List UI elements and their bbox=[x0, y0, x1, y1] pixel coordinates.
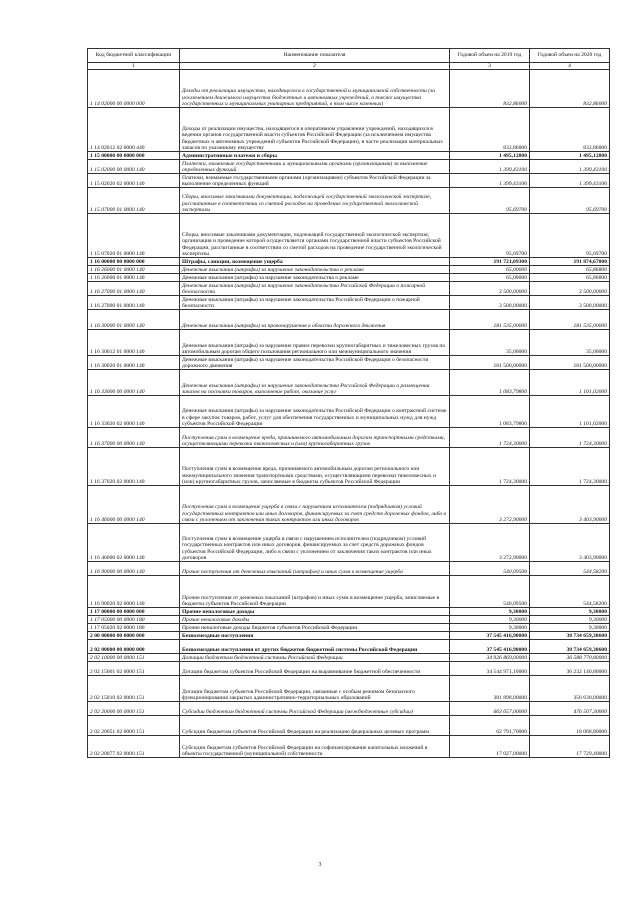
value-2020-cell: 191 874,67000 bbox=[530, 258, 610, 266]
value-2020-cell: 544,58200 bbox=[530, 562, 610, 576]
table-row bbox=[88, 356, 610, 370]
header-2019: Годовой объем на 2019 год bbox=[450, 49, 530, 63]
name-cell: Дотации бюджетам субъектов Российской Федерации, связанные с особым режимом безопасного функционирования закрытых административно-территориальных образований bbox=[180, 676, 450, 702]
value-2020-cell: 1 495,12800 bbox=[530, 152, 610, 160]
value-2019-cell: 65,00000 bbox=[450, 266, 530, 274]
code-cell: 1 16 90020 02 0000 140 bbox=[88, 576, 180, 608]
value-2020-cell: 832,86000 bbox=[530, 70, 610, 108]
code-cell: 1 15 00000 00 0000 000 bbox=[88, 152, 180, 160]
value-2020-cell: 35,00000 bbox=[530, 330, 610, 356]
value-2019-cell: 95,69700 bbox=[450, 214, 530, 258]
value-2020-cell: 3 500,00000 bbox=[530, 296, 610, 310]
name-cell: Денежные взыскания (штрафы) за нарушение законодательства Российской Федерации о контрактной системе в сфере закупок товаров, работ, услуг для обеспечения государственных и муниципальных нужд для нужд субъектов Российской Федерации bbox=[180, 396, 450, 428]
value-2019-cell: 181 500,00000 bbox=[450, 356, 530, 370]
table-row bbox=[88, 716, 610, 736]
name-cell: Денежные взыскания (штрафы) за правонарушения в области дорожного движения bbox=[180, 310, 450, 330]
name-cell: Прочие неналоговые доходы bbox=[180, 608, 450, 616]
name-cell: Субсидии бюджетам субъектов Российской Федерации на реализацию федеральных целевых программ bbox=[180, 716, 450, 736]
table-row bbox=[88, 632, 610, 640]
name-cell: Платежи, взимаемые государственными органами (организациями) субъектов Российской Федерации за выполнение определенных функций bbox=[180, 174, 450, 188]
code-cell: 1 16 27000 01 0000 140 bbox=[88, 296, 180, 310]
value-2019-cell: 9,30000 bbox=[450, 608, 530, 616]
value-2019-cell: 65,00000 bbox=[450, 274, 530, 282]
table-row bbox=[88, 370, 610, 396]
table-row bbox=[88, 70, 610, 108]
name-cell: Денежные взыскания (штрафы) за нарушение правил перевозки крупногабаритных и тяжеловесных грузов по автомобильным дорогам общего пользования регионального или межмуниципального значения bbox=[180, 330, 450, 356]
name-cell: Денежные взыскания (штрафы) за нарушение законодательства Российской Федерации о размещении заказов на поставки товаров, выполнение работ, оказание услуг bbox=[180, 370, 450, 396]
value-2019-cell: 381 898,00000 bbox=[450, 676, 530, 702]
value-2020-cell: 17 729,40000 bbox=[530, 736, 610, 758]
code-cell: 2 02 20000 00 0000 151 bbox=[88, 702, 180, 716]
value-2019-cell: 1 083,79800 bbox=[450, 370, 530, 396]
table-row bbox=[88, 258, 610, 266]
value-2020-cell: 9,30000 bbox=[530, 616, 610, 624]
code-cell: 1 16 30012 01 0000 140 bbox=[88, 330, 180, 356]
name-cell: Дотации бюджетам бюджетной системы Российской Федерации bbox=[180, 654, 450, 662]
code-cell: 1 14 02000 00 0000 000 bbox=[88, 70, 180, 108]
name-cell: Сборы, вносимые заказчиками документации, подлежащей государственной экологической экспертизе, рассчитанные в соответствии со сметой расходов на проведение государственной экологической экспертизы bbox=[180, 188, 450, 214]
table-row bbox=[88, 174, 610, 188]
code-cell: 2 02 20077 02 0000 151 bbox=[88, 736, 180, 758]
code-cell: 1 16 90000 00 0000 140 bbox=[88, 562, 180, 576]
name-cell: Денежные взыскания (штрафы) за нарушение законодательства Российской Федерации о пожарной безопасности bbox=[180, 296, 450, 310]
page-number: 3 bbox=[318, 862, 322, 868]
value-2019-cell: 1 399,43100 bbox=[450, 160, 530, 174]
name-cell: Денежные взыскания (штрафы) за нарушение законодательства Российской Федерации о безопасности дорожного движения bbox=[180, 356, 450, 370]
value-2020-cell: 356 630,00000 bbox=[530, 676, 610, 702]
table-row bbox=[88, 654, 610, 662]
table-row bbox=[88, 188, 610, 214]
table-row bbox=[88, 486, 610, 524]
value-2019-cell: 3 500,00000 bbox=[450, 296, 530, 310]
table-row bbox=[88, 662, 610, 676]
name-cell: Денежные взыскания (штрафы) за нарушение законодательства о рекламе bbox=[180, 274, 450, 282]
value-2020-cell: 36 588 770,80000 bbox=[530, 654, 610, 662]
table-row bbox=[88, 296, 610, 310]
value-2019-cell: 1 083,79800 bbox=[450, 396, 530, 428]
table-row bbox=[88, 396, 610, 428]
name-cell: Поступления сумм в возмещение вреда, причиняемого автомобильным дорогам транспортными средствами, осуществляющими перевозки тяжеловесных и (или) крупногабаритных грузов bbox=[180, 428, 450, 448]
value-2019-cell: 34 544 971,10000 bbox=[450, 662, 530, 676]
value-2019-cell: 35,00000 bbox=[450, 330, 530, 356]
table-row bbox=[88, 160, 610, 174]
table-row bbox=[88, 108, 610, 152]
table-row bbox=[88, 152, 610, 160]
value-2020-cell: 1 101,02000 bbox=[530, 370, 610, 396]
name-cell: Поступления сумм в возмещение ущерба в связи с нарушением исполнителем (подрядчиком) условий государственных контрактов или иных договоров, финансируемых за счет средств дорожных фондов субъектов Российской Федерации, либо в связи с уклонением от заключения таких контрактов или иных договоров bbox=[180, 524, 450, 562]
value-2020-cell: 544,58200 bbox=[530, 576, 610, 608]
code-cell: 1 16 46000 02 0000 140 bbox=[88, 524, 180, 562]
code-cell: 1 16 27000 01 0000 140 bbox=[88, 282, 180, 296]
value-2020-cell: 1 399,43100 bbox=[530, 174, 610, 188]
value-2019-cell: 34 926 869,00000 bbox=[450, 654, 530, 662]
name-cell: Прочие неналоговые доходы bbox=[180, 616, 450, 624]
code-cell: 1 16 37000 00 0000 140 bbox=[88, 428, 180, 448]
value-2019-cell: 95,69700 bbox=[450, 188, 530, 214]
name-cell: Сборы, вносимые заказчиками документации, подлежащей государственной экологической экспертизе, организация и проведение которой осуществляется органами государственной власти субъектов Российской Федерации, рассчитанные в соответствии со сметой расходов на проведение государственной экологической экспертизы bbox=[180, 214, 450, 258]
code-cell: 1 17 05020 02 0000 180 bbox=[88, 624, 180, 632]
name-cell: Прочие поступления от денежных взысканий (штрафов) и иных сумм в возмещение ущерба, зачисляемые в бюджеты субъектов Российской Федерации bbox=[180, 576, 450, 608]
code-cell: 1 15 07020 01 0000 140 bbox=[88, 214, 180, 258]
table-row bbox=[88, 448, 610, 486]
value-2020-cell: 181 500,00000 bbox=[530, 356, 610, 370]
value-2020-cell: 476 507,30000 bbox=[530, 702, 610, 716]
code-cell: 1 16 33000 00 0000 140 bbox=[88, 370, 180, 396]
value-2020-cell: 9,30000 bbox=[530, 624, 610, 632]
name-cell: Денежные взыскания (штрафы) за нарушение законодательства Российской Федерации о пожарной безопасности bbox=[180, 282, 450, 296]
value-2020-cell: 65,86800 bbox=[530, 266, 610, 274]
value-2019-cell: 3 272,90000 bbox=[450, 486, 530, 524]
value-2019-cell: 37 545 416,90000 bbox=[450, 640, 530, 654]
header-name: Наименование показателя bbox=[180, 49, 450, 63]
header-code: Код бюджетной классификации bbox=[88, 49, 180, 63]
value-2019-cell: 37 545 416,90000 bbox=[450, 632, 530, 640]
value-2020-cell: 65,86800 bbox=[530, 274, 610, 282]
name-cell: Доходы от реализации имущества, находящегося в государственной и муниципальной собственности (за исключением движимого имущества бюджетных и автономных учреждений, а также имущества государственных и муниципальных унитарных предприятий, в том числе казенных) bbox=[180, 70, 450, 108]
value-2020-cell: 832,86000 bbox=[530, 108, 610, 152]
table-row bbox=[88, 214, 610, 258]
value-2019-cell: 181 535,00000 bbox=[450, 310, 530, 330]
name-cell: Денежные взыскания (штрафы) за нарушение законодательства о рекламе bbox=[180, 266, 450, 274]
code-cell: 1 16 37020 02 0000 140 bbox=[88, 448, 180, 486]
name-cell: Прочие неналоговые доходы бюджетов субъектов Российской Федерации bbox=[180, 624, 450, 632]
value-2019-cell: 17 027,00000 bbox=[450, 736, 530, 758]
value-2020-cell: 1 724,30000 bbox=[530, 428, 610, 448]
value-2019-cell: 663 657,00000 bbox=[450, 702, 530, 716]
code-cell: 1 16 26000 01 0000 140 bbox=[88, 266, 180, 274]
name-cell: Безвозмездные поступления bbox=[180, 632, 450, 640]
table-row bbox=[88, 562, 610, 576]
table-row bbox=[88, 702, 610, 716]
name-cell: Прочие поступления от денежных взысканий (штрафов) и иных сумм в возмещение ущерба bbox=[180, 562, 450, 576]
value-2019-cell: 3 272,90000 bbox=[450, 524, 530, 562]
header-2020: Годовой объем на 2020 год bbox=[530, 49, 610, 63]
table-row bbox=[88, 428, 610, 448]
name-cell: Административные платежи и сборы bbox=[180, 152, 450, 160]
value-2020-cell: 1 101,02000 bbox=[530, 396, 610, 428]
code-cell: 1 16 46000 00 0000 140 bbox=[88, 486, 180, 524]
value-2019-cell: 1 724,30000 bbox=[450, 428, 530, 448]
code-cell: 2 02 15001 02 0000 151 bbox=[88, 662, 180, 676]
code-cell: 2 02 00000 00 0000 000 bbox=[88, 640, 180, 654]
code-cell: 2 02 10000 00 0000 151 bbox=[88, 654, 180, 662]
budget-revenue-table bbox=[87, 48, 610, 758]
code-cell: 2 02 20051 02 0000 151 bbox=[88, 716, 180, 736]
value-2019-cell: 1 495,12800 bbox=[450, 152, 530, 160]
table-row bbox=[88, 266, 610, 274]
code-cell: 1 16 30000 01 0000 140 bbox=[88, 310, 180, 330]
table-row bbox=[88, 736, 610, 758]
code-cell: 1 16 00000 00 0000 000 bbox=[88, 258, 180, 266]
value-2020-cell: 181 535,00000 bbox=[530, 310, 610, 330]
value-2019-cell: 9,30000 bbox=[450, 624, 530, 632]
name-cell: Субсидии бюджетам субъектов Российской Федерации на софинансирование капитальных вложений в объекты государственной (муниципальной) собственности bbox=[180, 736, 450, 758]
value-2019-cell: 1 724,30000 bbox=[450, 448, 530, 486]
table-row bbox=[88, 640, 610, 654]
code-cell: 2 00 00000 00 0000 000 bbox=[88, 632, 180, 640]
code-cell: 1 15 02000 00 0000 140 bbox=[88, 160, 180, 174]
value-2019-cell: 9,30000 bbox=[450, 616, 530, 624]
value-2020-cell: 1 399,43100 bbox=[530, 160, 610, 174]
value-2020-cell: 38 734 659,30600 bbox=[530, 632, 610, 640]
value-2020-cell: 3 500,00000 bbox=[530, 282, 610, 296]
value-2020-cell: 9,30000 bbox=[530, 608, 610, 616]
name-cell: Субсидии бюджетам бюджетной системы Российской Федерации (межбюджетные субсидии) bbox=[180, 702, 450, 716]
table-row bbox=[88, 616, 610, 624]
code-cell: 1 15 02020 02 0000 140 bbox=[88, 174, 180, 188]
code-cell: 2 02 15010 02 0000 151 bbox=[88, 676, 180, 702]
table-row bbox=[88, 330, 610, 356]
name-cell: Платежи, взимаемые государственными и муниципальными органами (организациями) за выполнение определенных функций bbox=[180, 160, 450, 174]
code-cell: 1 17 05000 00 0000 180 bbox=[88, 616, 180, 624]
value-2020-cell: 3 403,90000 bbox=[530, 486, 610, 524]
name-cell: Дотации бюджетам субъектов Российской Федерации на выравнивание бюджетной обеспеченности bbox=[180, 662, 450, 676]
value-2020-cell: 95,69700 bbox=[530, 188, 610, 214]
table-row bbox=[88, 310, 610, 330]
table-row bbox=[88, 608, 610, 616]
name-cell: Безвозмездные поступления от других бюджетов бюджетной системы Российской Федерации bbox=[180, 640, 450, 654]
name-cell: Доходы от реализации имущества, находящегося в оперативном управлении учреждений, находящихся в ведении органов государственной власти субъектов Российской Федерации (за исключением имущества бюджетных и автономных учреждений субъектов Российской Федерации), в части реализации материальных запасов по указанному имуществу bbox=[180, 108, 450, 152]
value-2020-cell: 36 232 140,80000 bbox=[530, 662, 610, 676]
value-2019-cell: 540,09500 bbox=[450, 576, 530, 608]
value-2020-cell: 95,69700 bbox=[530, 214, 610, 258]
value-2019-cell: 832,86000 bbox=[450, 70, 530, 108]
code-cell: 1 16 26000 01 0000 140 bbox=[88, 274, 180, 282]
table-row bbox=[88, 282, 610, 296]
value-2020-cell: 1 724,30000 bbox=[530, 448, 610, 486]
table-row bbox=[88, 274, 610, 282]
value-2020-cell: 3 403,90000 bbox=[530, 524, 610, 562]
value-2020-cell: 38 734 659,30600 bbox=[530, 640, 610, 654]
name-cell: Штрафы, санкции, возмещение ущерба bbox=[180, 258, 450, 266]
code-cell: 1 17 00000 00 0000 000 bbox=[88, 608, 180, 616]
value-2020-cell: 18 068,80000 bbox=[530, 716, 610, 736]
value-2019-cell: 540,09500 bbox=[450, 562, 530, 576]
value-2019-cell: 3 500,00000 bbox=[450, 282, 530, 296]
code-cell: 1 16 30020 01 0000 140 bbox=[88, 356, 180, 370]
table-row bbox=[88, 524, 610, 562]
table-row bbox=[88, 676, 610, 702]
code-cell: 1 16 33020 02 0000 140 bbox=[88, 396, 180, 428]
table-row bbox=[88, 576, 610, 608]
table-row bbox=[88, 624, 610, 632]
value-2019-cell: 191 721,09300 bbox=[450, 258, 530, 266]
name-cell: Поступления сумм в возмещение вреда, причиняемого автомобильным дорогам регионального или межмуниципального значения транспортными средствами, осуществляющими перевозки тяжеловесных и (или) крупногабаритных грузов, зачисляемые в бюджеты субъектов Российской Федерации bbox=[180, 448, 450, 486]
code-cell: 1 14 02012 02 0000 440 bbox=[88, 108, 180, 152]
code-cell: 1 15 07000 01 0000 140 bbox=[88, 188, 180, 214]
value-2019-cell: 1 399,43100 bbox=[450, 174, 530, 188]
name-cell: Поступления сумм в возмещение ущерба в связи с нарушением исполнителем (подрядчиком) условий государственных контрактов или иных договоров, финансируемых за счет средств дорожных фондов, либо в связи с уклонением от заключения таких контрактов или иных договоров bbox=[180, 486, 450, 524]
value-2019-cell: 832,86000 bbox=[450, 108, 530, 152]
column-index-row: 1 2 3 4 bbox=[88, 63, 610, 70]
value-2019-cell: 62 791,70000 bbox=[450, 716, 530, 736]
table-header-row bbox=[88, 49, 610, 63]
